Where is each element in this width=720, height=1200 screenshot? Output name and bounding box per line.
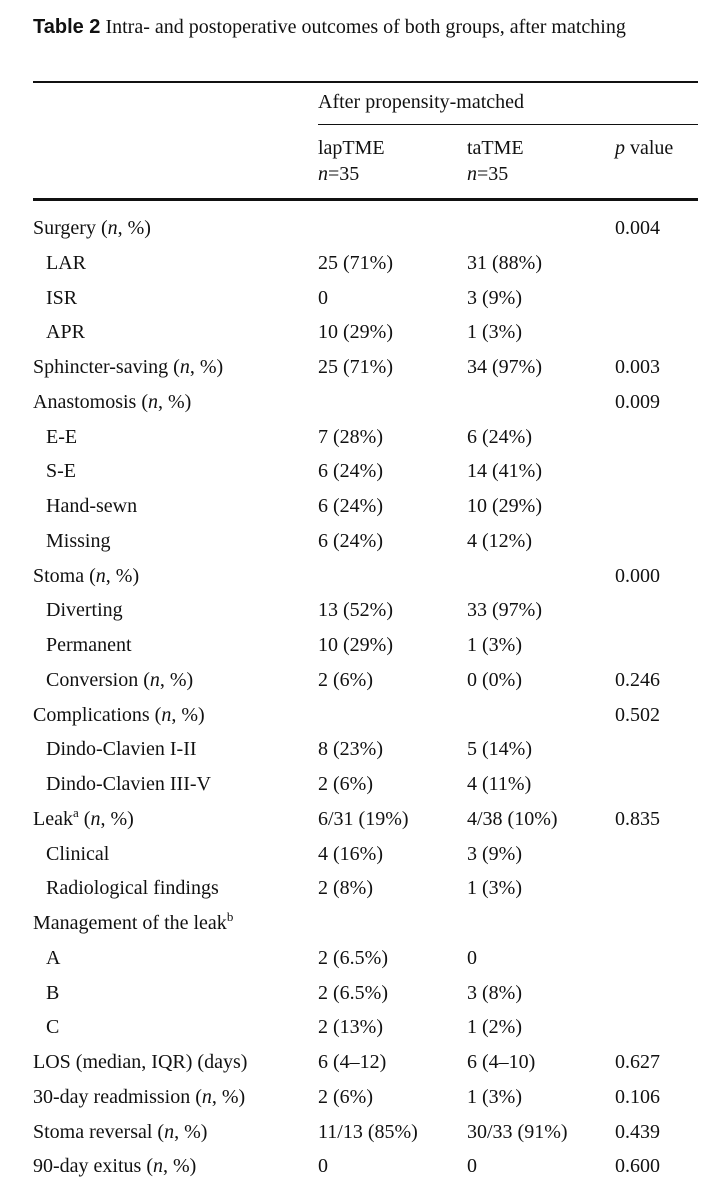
taTME-value: 30/33 (91%) xyxy=(467,1120,568,1143)
taTME-value: 0 (0%) xyxy=(467,668,522,691)
top-rule xyxy=(33,81,698,83)
lapTME-value: 8 (23%) xyxy=(318,738,383,761)
lapTME-value: 4 (16%) xyxy=(318,842,383,865)
row-label: 90-day exitus (n, %) xyxy=(33,1155,197,1178)
taTME-value: 1 (3%) xyxy=(467,321,522,344)
taTME-value: 33 (97%) xyxy=(467,599,542,622)
taTME-value: 4 (12%) xyxy=(467,529,532,552)
table-row xyxy=(33,210,698,245)
lapTME-value: 2 (6.5%) xyxy=(318,946,388,969)
p-value: 0.246 xyxy=(615,668,660,691)
lapTME-value: 2 (13%) xyxy=(318,1016,383,1039)
col-header-laptme-n: n=35 xyxy=(318,163,360,185)
table-row xyxy=(33,245,698,280)
table-row xyxy=(33,314,698,349)
p-value: 0.009 xyxy=(615,390,660,413)
taTME-value: 4 (11%) xyxy=(467,773,532,795)
col-header-laptme xyxy=(318,135,385,187)
row-label: Leak$^a$ (n, %) xyxy=(33,804,134,830)
table-row xyxy=(33,697,698,732)
taTME-value: 6 (24%) xyxy=(467,425,532,448)
row-label: Surgery (n, %) xyxy=(33,217,151,239)
table-row xyxy=(33,280,698,315)
group-header: After propensity-matched xyxy=(318,91,525,113)
lapTME-value: 0 xyxy=(318,1155,328,1178)
table-row xyxy=(33,558,698,593)
lapTME-value: 2 (6%) xyxy=(318,668,373,691)
taTME-value: 3 (9%) xyxy=(467,286,522,309)
lapTME-value: 6 (24%) xyxy=(318,460,383,483)
row-label: Hand-sewn xyxy=(46,495,138,517)
lapTME-value: 0 xyxy=(318,286,328,309)
row-label: Dindo-Clavien I-II xyxy=(46,738,197,761)
table-number: Table 2 xyxy=(33,16,101,38)
row-label: Diverting xyxy=(46,599,123,622)
table-row xyxy=(33,453,698,488)
row-label: C xyxy=(46,1016,60,1039)
p-value: 0.600 xyxy=(615,1155,660,1178)
row-label: Stoma reversal (n, %) xyxy=(33,1120,208,1143)
row-label: Clinical xyxy=(46,842,110,865)
table-row xyxy=(33,1009,698,1044)
col-header-pvalue: p value xyxy=(615,137,674,159)
col-header-laptme-name: lapTME xyxy=(318,137,385,159)
lapTME-value: 13 (52%) xyxy=(318,599,393,622)
table-row xyxy=(33,349,698,384)
col-header-tatme xyxy=(467,135,524,187)
table-row xyxy=(33,766,698,801)
table-row xyxy=(33,384,698,419)
row-label: Radiological findings xyxy=(46,877,219,900)
header-bottom-rule xyxy=(33,198,698,201)
lapTME-value: 25 (71%) xyxy=(318,251,393,274)
p-value: 0.835 xyxy=(615,807,660,830)
row-label: Sphincter-saving (n, %) xyxy=(33,356,224,378)
taTME-value: 14 (41%) xyxy=(467,460,542,483)
row-label: Complications (n, %) xyxy=(33,703,205,726)
row-label: LOS (median, IQR) (days) xyxy=(33,1051,248,1073)
table-body xyxy=(33,210,698,1183)
lapTME-value: 11/13 (85%) xyxy=(318,1120,418,1143)
table-row xyxy=(33,801,698,836)
table-row xyxy=(33,1114,698,1149)
row-label: Conversion (n, %) xyxy=(46,668,194,691)
lapTME-value: 2 (6.5%) xyxy=(318,981,388,1004)
taTME-value: 3 (9%) xyxy=(467,842,522,865)
row-label: E-E xyxy=(46,425,78,448)
taTME-value: 31 (88%) xyxy=(467,251,542,274)
group-header-rule xyxy=(318,124,698,125)
row-label: Dindo-Clavien III-V xyxy=(46,773,211,795)
taTME-value: 1 (3%) xyxy=(467,877,522,900)
col-header-tatme-n: n=35 xyxy=(467,163,509,185)
table-row xyxy=(33,627,698,662)
lapTME-value: 2 (6%) xyxy=(318,773,373,795)
p-value: 0.000 xyxy=(615,564,660,587)
row-label: APR xyxy=(46,321,85,344)
table-row xyxy=(33,1044,698,1079)
lapTME-value: 6 (24%) xyxy=(318,529,383,552)
row-label: 30-day readmission (n, %) xyxy=(33,1085,246,1108)
p-value: 0.003 xyxy=(615,356,660,378)
lapTME-value: 6/31 (19%) xyxy=(318,807,409,830)
lapTME-value: 25 (71%) xyxy=(318,356,393,378)
table-row xyxy=(33,975,698,1010)
p-value: 0.004 xyxy=(615,217,660,239)
taTME-value: 6 (4–10) xyxy=(467,1051,536,1073)
p-value: 0.627 xyxy=(615,1051,660,1073)
taTME-value: 1 (2%) xyxy=(467,1016,522,1039)
row-label: LAR xyxy=(46,251,86,274)
table-row xyxy=(33,662,698,697)
taTME-value: 4/38 (10%) xyxy=(467,807,558,830)
row-label: Missing xyxy=(46,529,111,552)
taTME-value: 1 (3%) xyxy=(467,1085,522,1108)
lapTME-value: 2 (6%) xyxy=(318,1085,373,1108)
row-label: Permanent xyxy=(46,634,132,656)
lapTME-value: 6 (24%) xyxy=(318,495,383,517)
lapTME-value: 10 (29%) xyxy=(318,321,393,344)
taTME-value: 34 (97%) xyxy=(467,356,542,378)
row-label: Anastomosis (n, %) xyxy=(33,390,192,413)
row-label: ISR xyxy=(46,286,78,309)
table-row xyxy=(33,870,698,905)
row-label: S-E xyxy=(46,460,76,483)
row-label: B xyxy=(46,981,60,1004)
table-row xyxy=(33,1079,698,1114)
col-header-tatme-name: taTME xyxy=(467,137,524,159)
row-label: A xyxy=(46,946,61,969)
table-caption-text: Intra- and postoperative outcomes of both groups, after matching xyxy=(105,16,626,38)
p-value: 0.502 xyxy=(615,703,660,726)
table-row xyxy=(33,488,698,523)
table-row xyxy=(33,940,698,975)
p-value: 0.106 xyxy=(615,1085,660,1108)
lapTME-value: 7 (28%) xyxy=(318,425,383,448)
p-value: 0.439 xyxy=(615,1120,660,1143)
taTME-value: 5 (14%) xyxy=(467,738,532,761)
table-row xyxy=(33,731,698,766)
taTME-value: 3 (8%) xyxy=(467,981,522,1004)
table-row xyxy=(33,1148,698,1183)
row-label: Stoma (n, %) xyxy=(33,564,140,587)
taTME-value: 0 xyxy=(467,1155,477,1178)
taTME-value: 0 xyxy=(467,946,477,969)
taTME-value: 10 (29%) xyxy=(467,495,542,517)
table-row xyxy=(33,523,698,558)
lapTME-value: 6 (4–12) xyxy=(318,1051,387,1073)
table-caption xyxy=(33,14,698,40)
lapTME-value: 10 (29%) xyxy=(318,634,393,656)
row-label: Management of the leak$^b$ xyxy=(33,909,234,934)
table-row xyxy=(33,836,698,871)
lapTME-value: 2 (8%) xyxy=(318,877,373,900)
table-row xyxy=(33,905,698,940)
table-row xyxy=(33,419,698,454)
taTME-value: 1 (3%) xyxy=(467,634,522,656)
table-row xyxy=(33,592,698,627)
